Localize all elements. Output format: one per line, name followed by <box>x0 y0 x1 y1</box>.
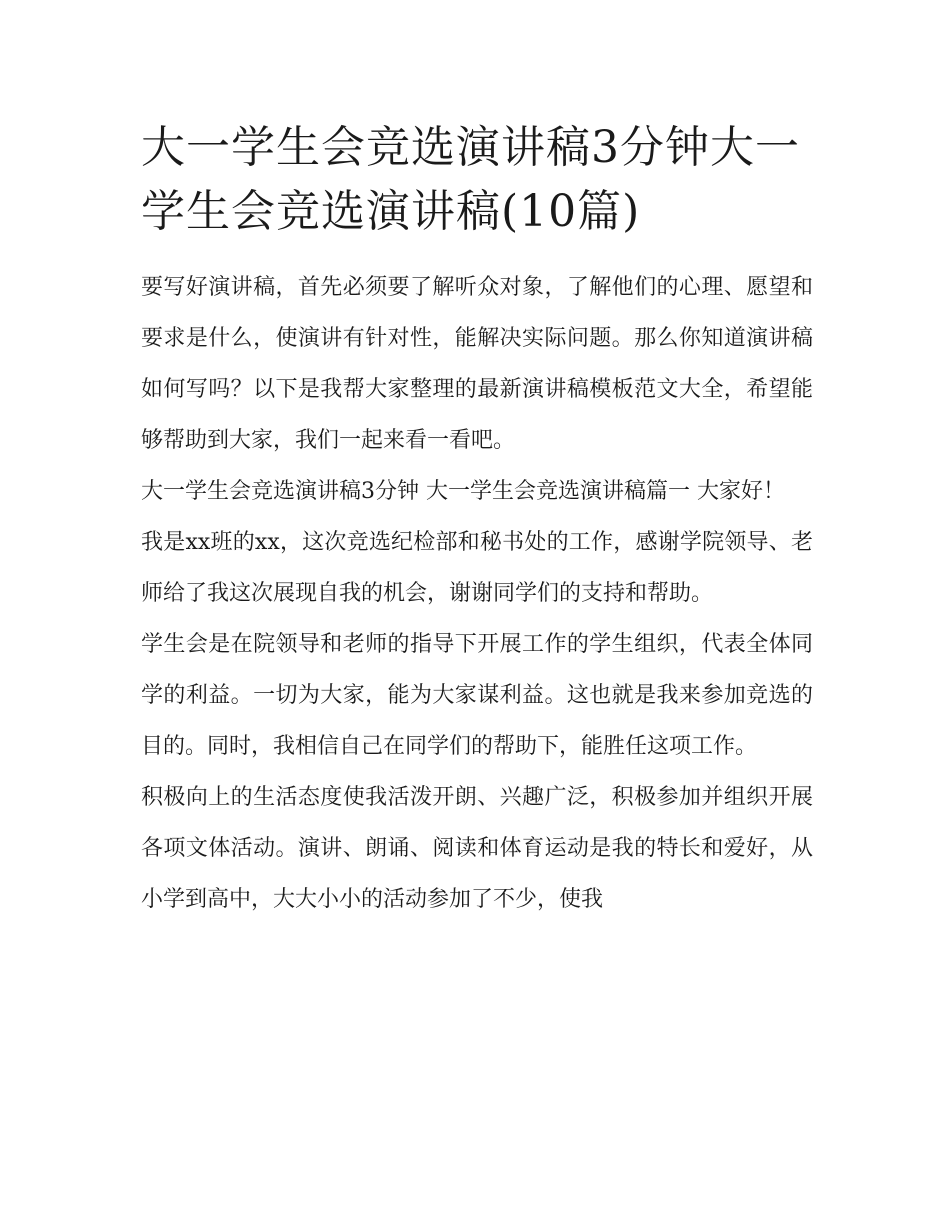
paragraph-self-introduction: 我是xx班的xx，这次竞选纪检部和秘书处的工作，感谢学院领导、老师给了我这次展现自我的机会，谢谢同学们的支持和帮助。 <box>141 530 813 606</box>
document-body <box>141 262 813 925</box>
paragraph-activities: 积极向上的生活态度使我活泼开朗、兴趣广泛，积极参加并组织开展各项文体活动。演讲、朗诵、阅读和体育运动是我的特长和爱好，从小学到高中，大大小小的活动参加了不少，使我 <box>141 785 813 912</box>
document-title: 大一学生会竞选演讲稿3分钟大一学生会竞选演讲稿(10篇) <box>141 122 800 237</box>
paragraph-intro: 要写好演讲稿，首先必须要了解听众对象，了解他们的心理、愿望和要求是什么，使演讲有针对性，能解决实际问题。那么你知道演讲稿如何写吗？以下是我帮大家整理的最新演讲稿模板范文大全，希望能够帮助到大家，我们一起来看一看吧。 <box>141 275 813 453</box>
document-content <box>141 116 813 925</box>
paragraph-greeting: 大一学生会竞选演讲稿3分钟 大一学生会竞选演讲稿篇一 大家好！ <box>141 479 785 504</box>
paragraph-student-union: 学生会是在院领导和老师的指导下开展工作的学生组织，代表全体同学的利益。一切为大家，能为大家谋利益。这也就是我来参加竞选的目的。同时，我相信自己在同学们的帮助下，能胜任这项工作。 <box>141 632 813 759</box>
